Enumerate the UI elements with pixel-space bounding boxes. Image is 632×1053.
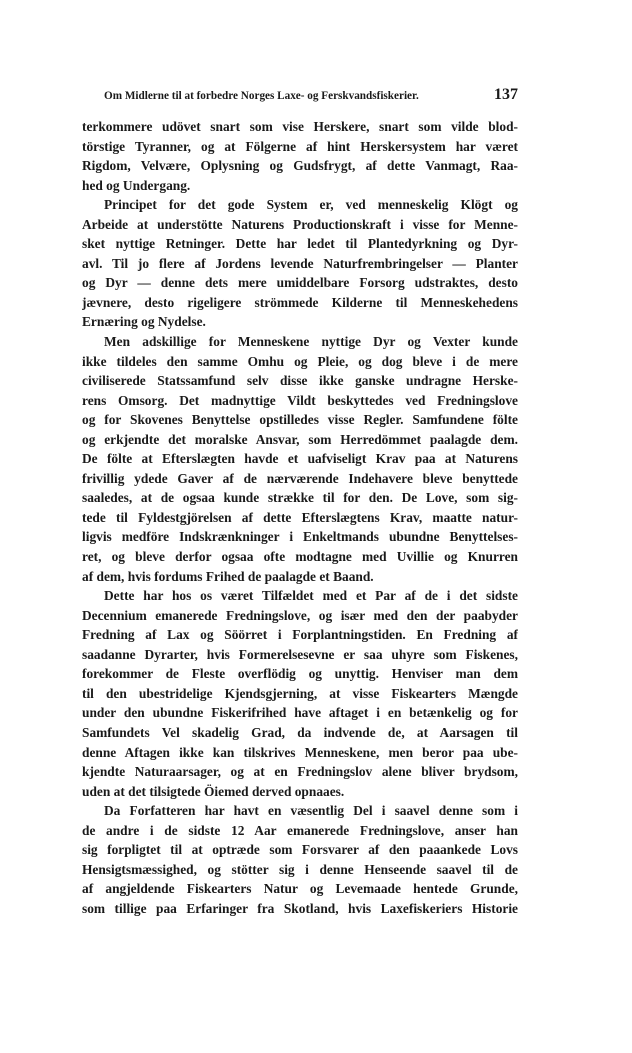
text-line: hed og Undergang. — [82, 177, 191, 193]
text-line: rens Omsorg. Det madnyttige Vildt beskyttedes ved Fredningslove — [82, 392, 518, 408]
text-line: som tillige paa Erfaringer fra Skotland, hvis Laxefiskeriers Historie — [82, 900, 518, 916]
body-text — [82, 117, 518, 918]
text-line: denne Aftagen ikke kan tilskrives Menneskene, men beror paa ube- — [82, 744, 518, 760]
text-line: civiliserede Statssamfund selv disse ikke ganske undragne Herske- — [82, 373, 518, 389]
text-line: og erkjendte det moralske Ansvar, som Herredömmet paalagde dem. — [82, 431, 518, 447]
text-line: ret, og bleve derfor ogsaa ofte modtagne med Uvillie og Knurren — [82, 549, 518, 565]
text-line: Hensigtsmæssighed, og stötter sig i denne Henseende saavel til de — [82, 861, 518, 877]
text-line: törstige Tyranner, og at Fölgerne af hint Herskersystem har været — [82, 138, 518, 154]
text-line: af angjeldende Fiskearters Natur og Levemaade hentede Grunde, — [82, 881, 518, 897]
text-line: kjendte Naturaarsager, og at en Fredningslov alene bliver brydsom, — [82, 764, 518, 780]
text-line: avl. Til jo flere af Jordens levende Naturfrembringelser — Planter — [82, 255, 518, 271]
text-line: Decennium emanerede Fredningslove, og især med den der paabyder — [82, 607, 518, 623]
text-line: de andre i de sidste 12 Aar emanerede Fredningslove, anser han — [82, 822, 518, 838]
text-line: tede til Fyldestgjörelsen af dette Efterslægtens Krav, maatte natur- — [82, 509, 518, 525]
text-line: til den ubestridelige Kjendsgjerning, at visse Fiskearters Mængde — [82, 685, 518, 701]
text-line: uden at det tilsigtede Öiemed derved opnaaes. — [82, 783, 345, 799]
text-line: frivillig ydede Gaver af de nærværende Indehavere bleve benyttede — [82, 470, 518, 486]
text-line: sig forpligtet til at optræde som Forsvarer af den paaankede Lovs — [82, 842, 518, 858]
text-line: af dem, hvis fordums Frihed de paalagde et Baand. — [82, 568, 374, 584]
text-line: Arbeide at understötte Naturens Productionskraft i visse for Menne- — [82, 216, 518, 232]
text-line: Rigdom, Velvære, Oplysning og Gudsfrygt, af dette Vanmagt, Raa- — [82, 158, 518, 174]
text-line: jævnere, desto rigeligere strömmede Kilderne til Menneskehedens — [82, 294, 518, 310]
running-title: Om Midlerne til at forbedre Norges Laxe- og Ferskvandsfiskerier. — [104, 90, 419, 102]
text-line: saadanne Dyrarter, hvis Formerelsesevne er saa uhyre som Fiskenes, — [82, 646, 518, 662]
text-line: og for Skovenes Benyttelse opstilledes visse Regler. Samfundene fölte — [82, 412, 518, 428]
text-line: under den ubundne Fiskerifrihed have aftaget i en betænkelig og for — [82, 705, 518, 721]
page-number: 137 — [494, 86, 518, 103]
text-line: Dette har hos os været Tilfældet med et Par af de i det sidste — [104, 588, 518, 604]
text-line: terkommere udövet snart som vise Herskere, snart som vilde blod- — [82, 119, 518, 134]
text-line: ikke tildeles den samme Omhu og Pleie, og dog bleve i de mere — [82, 353, 518, 369]
text-line: forekommer de Fleste overflödig og unyttig. Henviser man dem — [82, 666, 518, 682]
text-line: sket nyttige Retninger. Dette har ledet til Plantedyrkning og Dyr- — [82, 236, 518, 252]
text-line: Principet for det gode System er, ved menneskelig Klögt og — [104, 197, 518, 213]
text-line: Men adskillige for Menneskene nyttige Dyr og Vexter kunde — [104, 334, 518, 350]
running-header — [104, 88, 518, 106]
text-line: Da Forfatteren har havt en væsentlig Del i saavel denne som i — [104, 803, 518, 819]
text-line: Ernæring og Nydelse. — [82, 314, 206, 330]
text-line: saaledes, at de ogsaa kunde strække til for den. De Love, som sig- — [82, 490, 518, 506]
text-line: De fölte at Efterslægten havde et uafviseligt Krav paa at Naturens — [82, 451, 518, 467]
text-line: ligvis medföre Indskrænkninger i Enkeltmands ubundne Benyttelses- — [82, 529, 518, 545]
text-line: Fredning af Lax og Söörret i Forplantningstiden. En Fredning af — [82, 627, 518, 643]
text-line: Samfundets Vel skadelig Grad, da indvende de, at Aarsagen til — [82, 724, 518, 740]
text-line: og Dyr — denne dets mere umiddelbare Forsorg udstraktes, desto — [82, 275, 518, 291]
